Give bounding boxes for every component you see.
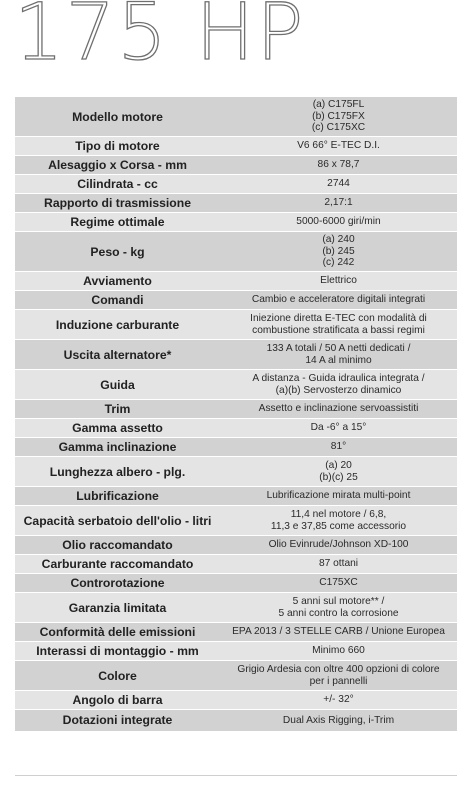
spec-label: Lubrificazione: [15, 487, 220, 506]
spec-value: 86 x 78,7: [220, 156, 457, 175]
spec-value: 87 ottani: [220, 555, 457, 574]
spec-value: 2744: [220, 175, 457, 194]
spec-value: Iniezione diretta E-TEC con modalità di combustione stratificata a bassi regimi: [220, 310, 457, 340]
spec-row: [15, 419, 457, 438]
spec-value: C175XC: [220, 574, 457, 593]
spec-label: Cilindrata - cc: [15, 175, 220, 194]
spec-row: [15, 232, 457, 272]
spec-row: [15, 574, 457, 593]
spec-label: Colore: [15, 661, 220, 691]
spec-label: Gamma assetto: [15, 419, 220, 438]
spec-label: Capacità serbatoio dell'olio - litri: [15, 506, 220, 536]
spec-label: Rapporto di trasmissione: [15, 194, 220, 213]
spec-label: Induzione carburante: [15, 310, 220, 340]
spec-label: Peso - kg: [15, 232, 220, 272]
spec-row: [15, 457, 457, 487]
spec-value: Lubrificazione mirata multi-point: [220, 487, 457, 506]
spec-row: [15, 291, 457, 310]
spec-value: 5000-6000 giri/min: [220, 213, 457, 232]
spec-value: +/- 32°: [220, 691, 457, 710]
spec-value: Assetto e inclinazione servoassistiti: [220, 400, 457, 419]
spec-row: [15, 536, 457, 555]
spec-label: Dotazioni integrate: [15, 710, 220, 731]
spec-row: [15, 642, 457, 661]
spec-row: [15, 438, 457, 457]
spec-label: Carburante raccomandato: [15, 555, 220, 574]
spec-value: Da -6° a 15°: [220, 419, 457, 438]
spec-row: [15, 272, 457, 291]
spec-label: Uscita alternatore*: [15, 340, 220, 370]
spec-value: Elettrico: [220, 272, 457, 291]
spec-label: Olio raccomandato: [15, 536, 220, 555]
spec-row: [15, 156, 457, 175]
spec-row: [15, 213, 457, 232]
spec-label: Guida: [15, 370, 220, 400]
spec-label: Tipo di motore: [15, 137, 220, 156]
spec-row: [15, 400, 457, 419]
spec-value: Cambio e acceleratore digitali integrati: [220, 291, 457, 310]
spec-label: Alesaggio x Corsa - mm: [15, 156, 220, 175]
spec-value: 81°: [220, 438, 457, 457]
spec-label: Avviamento: [15, 272, 220, 291]
spec-label: Gamma inclinazione: [15, 438, 220, 457]
spec-label: Controrotazione: [15, 574, 220, 593]
spec-row: [15, 175, 457, 194]
spec-label: Garanzia limitata: [15, 593, 220, 623]
spec-value: 133 A totali / 50 A netti dedicati / 14 A al minimo: [220, 340, 457, 370]
spec-row: [15, 340, 457, 370]
spec-value: 2,17:1: [220, 194, 457, 213]
spec-value: V6 66° E-TEC D.I.: [220, 137, 457, 156]
spec-row: [15, 623, 457, 642]
spec-row: [15, 194, 457, 213]
spec-table: [15, 96, 457, 731]
spec-label: Interassi di montaggio - mm: [15, 642, 220, 661]
spec-label: Angolo di barra: [15, 691, 220, 710]
spec-value: 5 anni sul motore** / 5 anni contro la corrosione: [220, 593, 457, 623]
spec-value: (a) C175FL (b) C175FX (c) C175XC: [220, 97, 457, 137]
spec-row: [15, 137, 457, 156]
spec-row: [15, 555, 457, 574]
spec-label: Trim: [15, 400, 220, 419]
spec-row: [15, 710, 457, 731]
spec-value: Minimo 660: [220, 642, 457, 661]
spec-label: Comandi: [15, 291, 220, 310]
spec-row: [15, 506, 457, 536]
spec-value: Dual Axis Rigging, i-Trim: [220, 710, 457, 731]
spec-row: [15, 661, 457, 691]
page-title: 175 HP: [14, 0, 306, 78]
spec-value: 11,4 nel motore / 6,8, 11,3 e 37,85 come accessorio: [220, 506, 457, 536]
spec-value: Olio Evinrude/Johnson XD-100: [220, 536, 457, 555]
spec-label: Regime ottimale: [15, 213, 220, 232]
spec-row: [15, 593, 457, 623]
spec-label: Conformità delle emissioni: [15, 623, 220, 642]
table-bottom-divider: [15, 775, 457, 776]
spec-value: EPA 2013 / 3 STELLE CARB / Unione Europea: [220, 623, 457, 642]
spec-label: Modello motore: [15, 97, 220, 137]
spec-row: [15, 370, 457, 400]
spec-table-body: [15, 97, 457, 731]
spec-value: Grigio Ardesia con oltre 400 opzioni di colore per i pannelli: [220, 661, 457, 691]
spec-row: [15, 97, 457, 137]
spec-value: A distanza - Guida idraulica integrata / (a)(b) Servosterzo dinamico: [220, 370, 457, 400]
spec-row: [15, 310, 457, 340]
spec-row: [15, 691, 457, 710]
spec-value: (a) 20 (b)(c) 25: [220, 457, 457, 487]
spec-value: (a) 240 (b) 245 (c) 242: [220, 232, 457, 272]
spec-row: [15, 487, 457, 506]
spec-label: Lunghezza albero - plg.: [15, 457, 220, 487]
